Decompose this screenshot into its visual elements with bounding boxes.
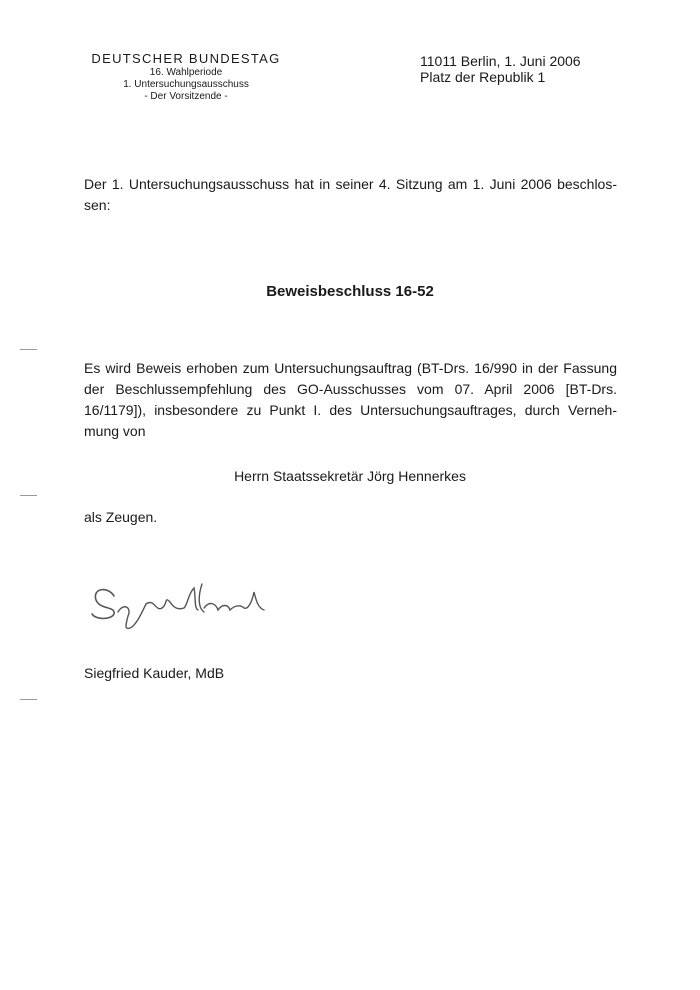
- fold-mark: [20, 349, 37, 350]
- witness-name: Herrn Staatssekretär Jörg Hennerkes: [234, 468, 466, 484]
- address: Platz der Republik 1: [420, 69, 546, 85]
- intro-paragraph: Der 1. Untersuchungsausschuss hat in seiner 4. Sitzung am 1. Juni 2006 beschlos-sen:: [84, 176, 617, 213]
- place-date: 11011 Berlin, 1. Juni 2006: [420, 53, 581, 69]
- letterhead: [70, 51, 302, 103]
- letterhead-chair: - Der Vorsitzende -: [144, 91, 228, 102]
- signer-name: Siegfried Kauder, MdB: [84, 665, 225, 681]
- body-paragraph: Es wird Beweis erhoben zum Untersuchungsauftrag (BT-Drs. 16/990 in der Fassung der Beschlussempfehlung des GO-Ausschusses vom 07. April 2006 [BT-Drs. 16/1179]), insbesondere zu Punkt I. des Untersuchungsauftrages, durch Verneh-mung von: [84, 360, 617, 439]
- hole-punch-mark: [20, 495, 37, 496]
- letterhead-committee: 1. Untersuchungsausschuss: [123, 79, 249, 90]
- place-date-block: [420, 53, 581, 85]
- fold-mark: [20, 699, 37, 700]
- as-witness-text: als Zeugen.: [84, 509, 158, 525]
- handwritten-signature: [84, 568, 270, 634]
- letterhead-period: 16. Wahlperiode: [149, 67, 223, 78]
- resolution-heading: Beweisbeschluss 16-52: [266, 283, 434, 300]
- letterhead-organization: DEUTSCHER BUNDESTAG: [91, 51, 281, 66]
